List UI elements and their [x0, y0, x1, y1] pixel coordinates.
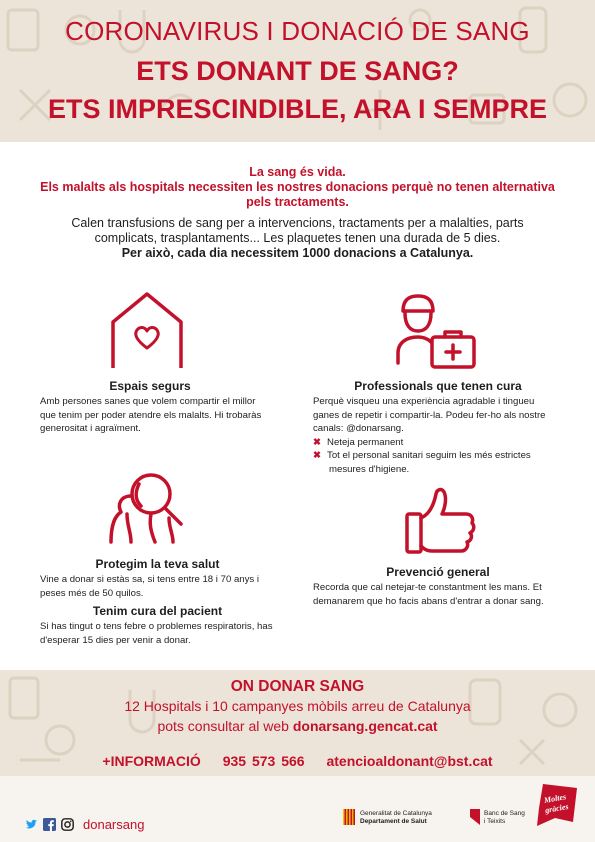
contact-info — [0, 753, 595, 769]
feature-title-professionals: Professionals que tenen cura — [354, 379, 522, 393]
badge-line1: Moltes — [543, 792, 567, 805]
generalitat-line1: Generalitat de Catalunya — [360, 810, 432, 817]
bst-text — [484, 810, 525, 826]
badge-line2: gràcies — [544, 801, 570, 815]
social-links — [25, 816, 144, 832]
house-heart-icon — [110, 290, 184, 370]
feature-title-prevencio: Prevenció general — [386, 565, 490, 579]
thumbs-up-icon — [404, 486, 476, 556]
bullet-text: Tot el personal sanitari seguim les més estrictes mesures d'higiene. — [327, 450, 531, 475]
info-label: +INFORMACIÓ — [102, 753, 201, 769]
facebook-icon[interactable] — [43, 818, 56, 831]
intro-red-line1: La sang és vida. — [249, 165, 346, 179]
feature-text-professionals — [313, 395, 563, 477]
website-prefix: pots consultar al web — [157, 718, 289, 734]
header-slogan: ETS IMPRESCINDIBLE, ARA I SEMPRE — [47, 94, 548, 124]
intro-red-line2: Els malalts als hospitals necessiten les nostres donacions perquè no tenen alternativa pels tractaments. — [40, 180, 555, 209]
generalitat-line2: Departament de Salut — [360, 818, 427, 825]
feature-title-espais: Espais segurs — [109, 379, 191, 393]
where-to-donate-line1: 12 Hospitals i 10 campanyes mòbils arreu de Catalunya — [124, 698, 471, 714]
phone-link[interactable]: 935 573 566 — [222, 753, 305, 769]
bst-line1: Banc de Sang — [484, 810, 525, 817]
intro-highlight — [40, 165, 555, 210]
bullet-item — [313, 449, 563, 476]
generalitat-logo — [343, 809, 355, 825]
intro-body-bold: Per això, cada dia necessitem 1000 donacions a Catalunya. — [121, 246, 474, 260]
feature-text-tenim: Si has tingut o tens febre o problemes respiratoris, has d'esperar 15 dies per venir a donar. — [40, 621, 273, 646]
generalitat-text — [360, 810, 432, 826]
email-link[interactable]: atencioaldonant@bst.cat — [326, 753, 493, 769]
nurse-medkit-icon — [396, 293, 478, 371]
where-to-donate-line2 — [0, 718, 595, 734]
footer — [0, 776, 595, 842]
website-link[interactable]: donarsang.gencat.cat — [292, 718, 438, 734]
cross-icon: ✖ — [313, 436, 322, 448]
instagram-icon[interactable] — [61, 818, 74, 831]
bullet-text: Neteja permanent — [327, 436, 404, 448]
twitter-icon[interactable] — [25, 818, 38, 831]
header-question: ETS DONANT DE SANG? — [136, 56, 459, 86]
intro-body — [40, 216, 555, 261]
where-to-donate-title: ON DONAR SANG — [230, 678, 365, 695]
people-magnifier-icon — [107, 470, 193, 544]
bst-line2: i Teixits — [484, 818, 506, 825]
feature-title-protegim: Protegim la teva salut — [95, 557, 220, 571]
bst-logo — [470, 809, 480, 825]
intro-body-text: Calen transfusions de sang per a intervencions, tractaments per a malalties, parts complicats, trasplantaments... Les plaquetes tenen una durada de 5 dies. — [71, 216, 524, 245]
header-title: CORONAVIRUS I DONACIÓ DE SANG — [65, 16, 530, 46]
bullet-item — [313, 436, 563, 450]
social-handle[interactable]: donarsang — [83, 816, 145, 832]
cross-icon: ✖ — [313, 450, 322, 462]
feature-text-professionals-body: Perquè visqueu una experiència agradable i tingueu ganes de repetir i compartir-la. Podeu fer-ho als nostre canals: @donarsang. — [313, 396, 546, 435]
feature-title-tenim: Tenim cura del pacient — [92, 604, 223, 618]
feature-text-protegim: Vine a donar si estàs sa, si tens entre 18 i 70 anys i peses més de 50 quilos. — [40, 574, 260, 599]
feature-text-prevencio: Recorda que cal netejar-te constantment les mans. Et demanarem que ho facis abans d'entrar a donar sang. — [313, 582, 544, 607]
thanks-badge — [533, 782, 579, 828]
feature-text-espais: Amb persones sanes que volem compartir el millor que tenim per poder atendre els malalts. Hi trobaràs generositat i agraïment. — [40, 396, 262, 435]
